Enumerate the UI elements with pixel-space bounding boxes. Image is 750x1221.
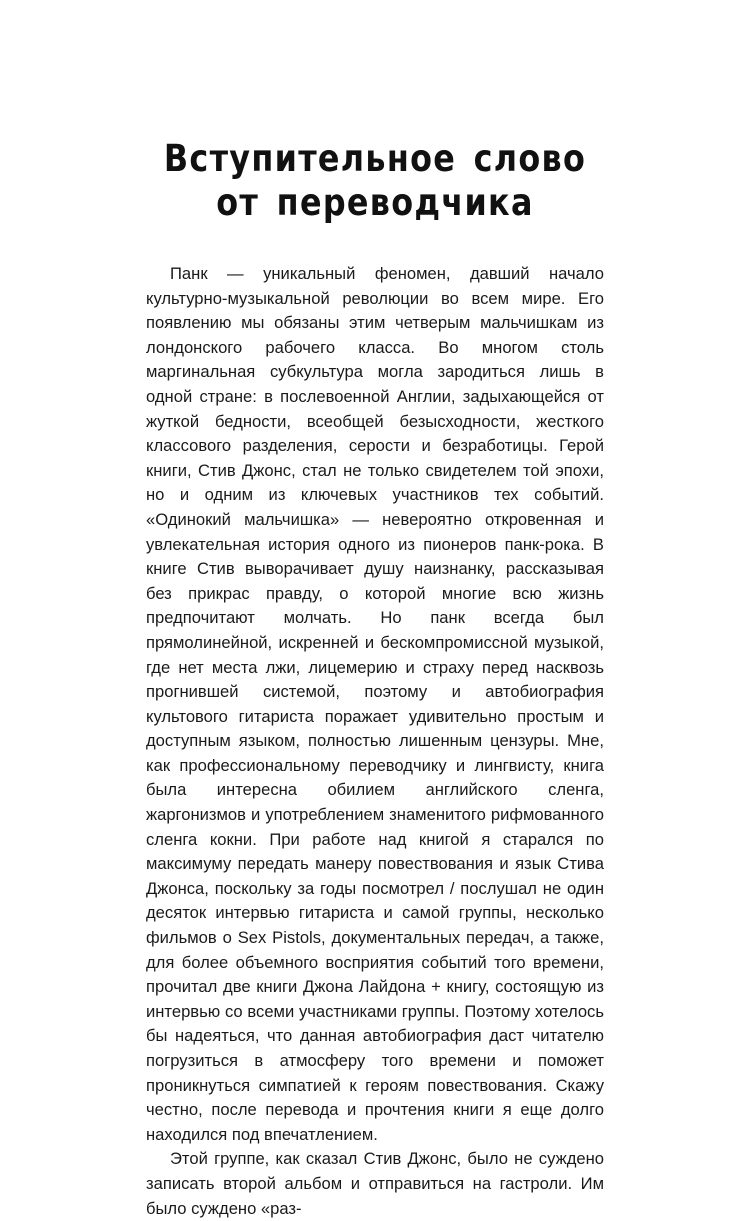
body-text bbox=[146, 262, 604, 1221]
chapter-title-line-1: Вступительное слово bbox=[163, 136, 587, 180]
chapter-title-line-2: от переводчика bbox=[216, 180, 534, 224]
chapter-title bbox=[53, 137, 698, 225]
paragraph: Этой группе, как сказал Стив Джонс, было не суждено записать второй альбом и отправиться на гастроли. Им было суждено «раз- bbox=[146, 1149, 604, 1218]
paragraph: Панк — уникальный феномен, давший начало культурно-музыкальной революции во всем мире. Его появлению мы обязаны этим четверым мальчишкам из лондонского рабочего класса. Во многом столь маргинальная субкультура могла зародиться лишь в одной стране: в послевоенной Англии, задыхающейся от жуткой бедности, всеобщей безысходности, жесткого классового разделения, серости и безработицы. Герой книги, Стив Джонс, стал не только свидетелем той эпохи, но и одним из ключевых участников тех событий. «Одинокий мальчишка» — невероятно откровенная и увлекательная история одного из пионеров панк-рока. В книге Стив выворачивает душу наизнанку, рассказывая без прикрас правду, о которой многие всю жизнь предпочитают молчать. Но панк всегда был прямолинейной, искренней и бескомпромиссной музыкой, где нет места лжи, лицемерию и страху перед насквозь прогнившей системой, поэтому и автобиография культового гитариста поражает удивительно простым и доступным языком, полностью лишенным цензуры. Мне, как профессиональному переводчику и лингвисту, книга была интересна обилием английского сленга, жаргонизмов и употреблением знаменитого рифмованного сленга кокни. При работе над книгой я старался по максимуму передать манеру повествования и язык Стива Джонса, поскольку за годы посмотрел / послушал не один десяток интервью гитариста и самой группы, несколько фильмов о Sex Pistols, документальных передач, а также, для более объемного восприятия событий того времени, прочитал две книги Джона Лайдона + книгу, состоящую из интервью со всеми участниками группы. Поэтому хотелось бы надеяться, что данная автобиография даст читателю погрузиться в атмосферу того времени и поможет проникнуться симпатией к героям повествования. Скажу честно, после перевода и прочтения книги я еще долго находился под впечатлением. bbox=[146, 264, 604, 1144]
